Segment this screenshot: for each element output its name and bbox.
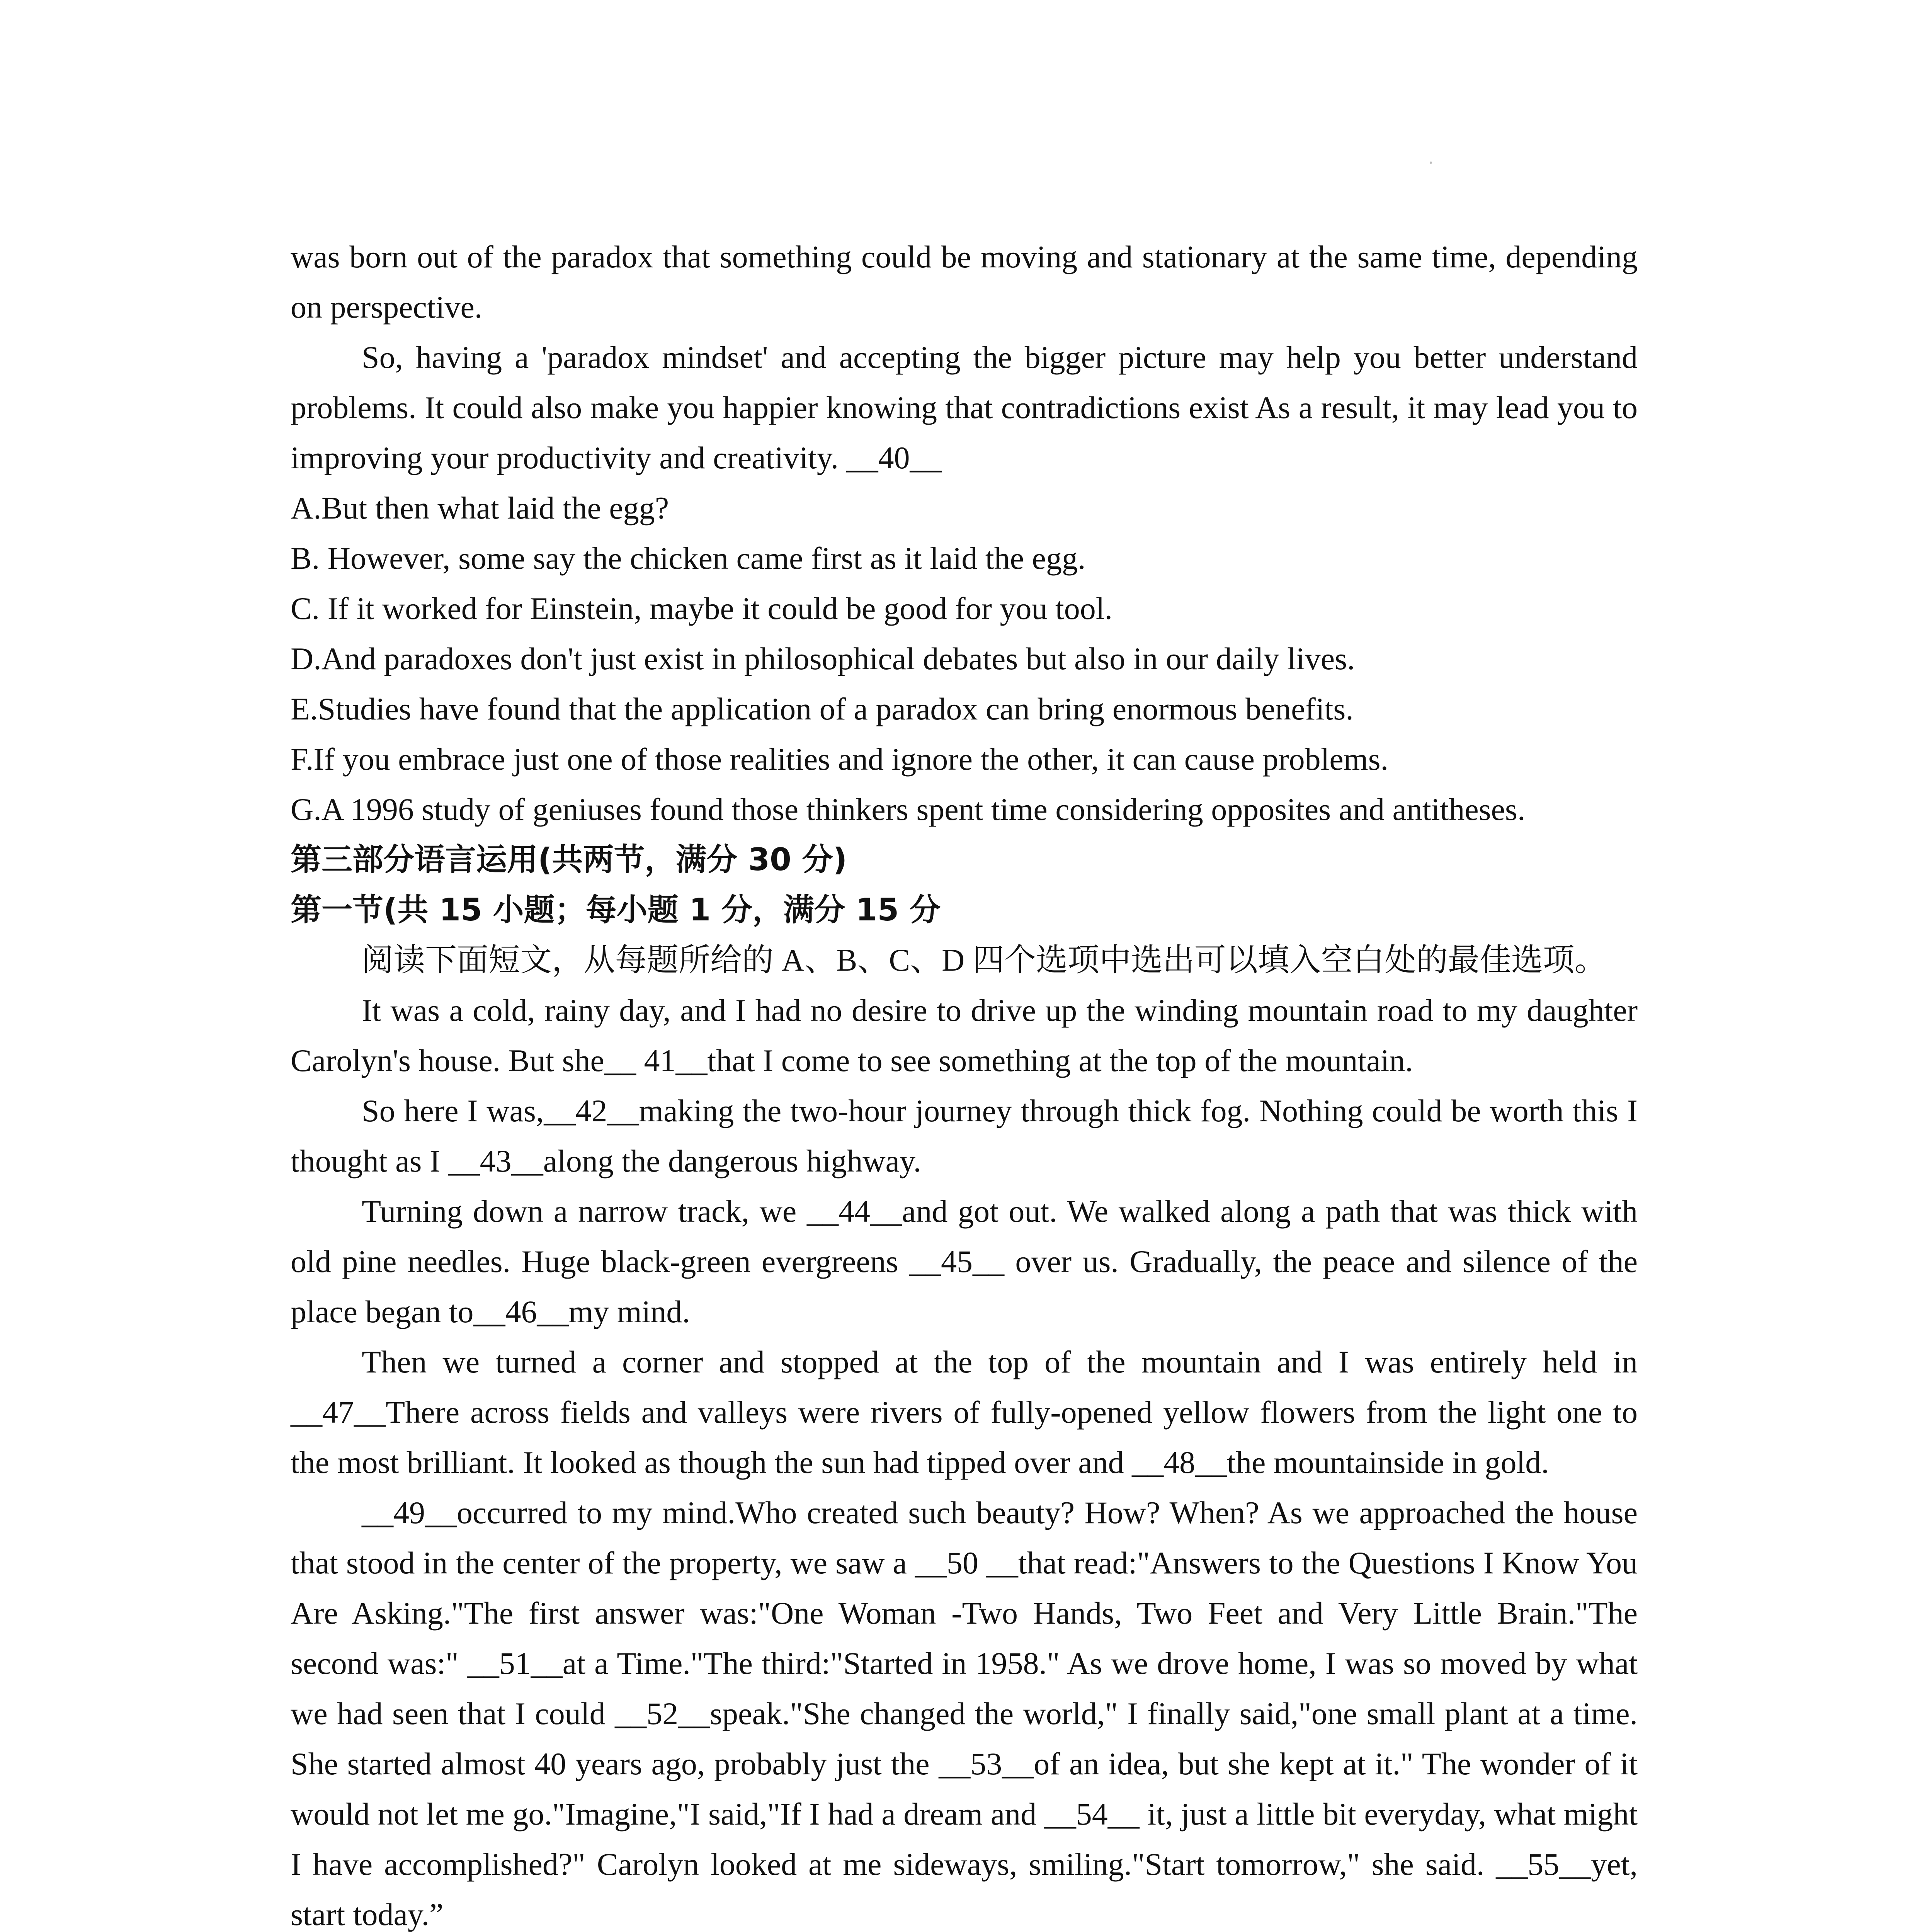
option-e: E.Studies have found that the application of a paradox can bring enormous benefits. <box>291 691 1354 726</box>
cloze-paragraph: It was a cold, rainy day, and I had no desire to drive up the winding mountain road to my daughter Carolyn's house. But she__ 41__that I come to see something at the top of the mountain. <box>291 993 1638 1078</box>
passage-paragraph: So, having a 'paradox mindset' and accepting the bigger picture may help you better understand problems. It could also make you happier knowing that contradictions exist As a result, it may lead you to improving your productivity and creativity. __40__ <box>291 340 1638 475</box>
part-heading: 第三部分语言运用(共两节，满分 30 分) <box>291 842 847 878</box>
option-b: B. However, some say the chicken came first as it laid the egg. <box>291 541 1086 576</box>
option-c: C. If it worked for Einstein, maybe it could be good for you tool. <box>291 591 1113 626</box>
section-heading: 第一节(共 15 小题；每小题 1 分，满分 15 分 <box>291 892 941 928</box>
option-list <box>291 483 1638 835</box>
option-d: D.And paradoxes don't just exist in philosophical debates but also in our daily lives. <box>291 641 1355 676</box>
cloze-paragraph: Then we turned a corner and stopped at the top of the mountain and I was entirely held in __47__There across fields and valleys were rivers of fully-opened yellow flowers from the light one to the most brilliant. It looked as though the sun had tipped over and __48__the mountainside in gold. <box>291 1344 1638 1480</box>
cloze-paragraph: So here I was,__42__making the two-hour journey through thick fog. Nothing could be worth this I thought as I __43__along the dangerous highway. <box>291 1093 1638 1179</box>
scan-speck <box>1430 162 1432 164</box>
instruction: 阅读下面短文，从每题所给的 A、B、C、D 四个选项中选出可以填入空白处的最佳选项。 <box>362 942 1606 978</box>
option-a: A.But then what laid the egg? <box>291 490 669 526</box>
exam-page <box>291 232 1638 1932</box>
passage-paragraph: was born out of the paradox that something could be moving and stationary at the same time, depending on perspective. <box>291 239 1638 325</box>
option-g: G.A 1996 study of geniuses found those thinkers spent time considering opposites and antitheses. <box>291 792 1526 827</box>
cloze-paragraph: Turning down a narrow track, we __44__and got out. We walked along a path that was thick with old pine needles. Huge black-green evergreens __45__ over us. Gradually, the peace and silence of the place began to__46__my mind. <box>291 1194 1638 1329</box>
cloze-paragraph: __49__occurred to my mind.Who created such beauty? How? When? As we approached the house that stood in the center of the property, we saw a __50 __that read:"Answers to the Questions I Know You Are Asking."The first answer was:"One Woman -Two Hands, Two Feet and Very Little Brain."The second was:" __51__at a Time."The third:"Started in 1958." As we drove home, I was so moved by what we had seen that I could __52__speak."She changed the world," I finally said,"one small plant at a time. She started almost 40 years ago, probably just the __53__of an idea, but she kept at it." The wonder of it would not let me go."Imagine,"I said,"If I had a dream and __54__ it, just a little bit everyday, what might I have accomplished?" Carolyn looked at me sideways, smiling."Start tomorrow," she said. __55__yet, start today.” <box>291 1495 1638 1932</box>
option-f: F.If you embrace just one of those realities and ignore the other, it can cause problems. <box>291 742 1389 777</box>
